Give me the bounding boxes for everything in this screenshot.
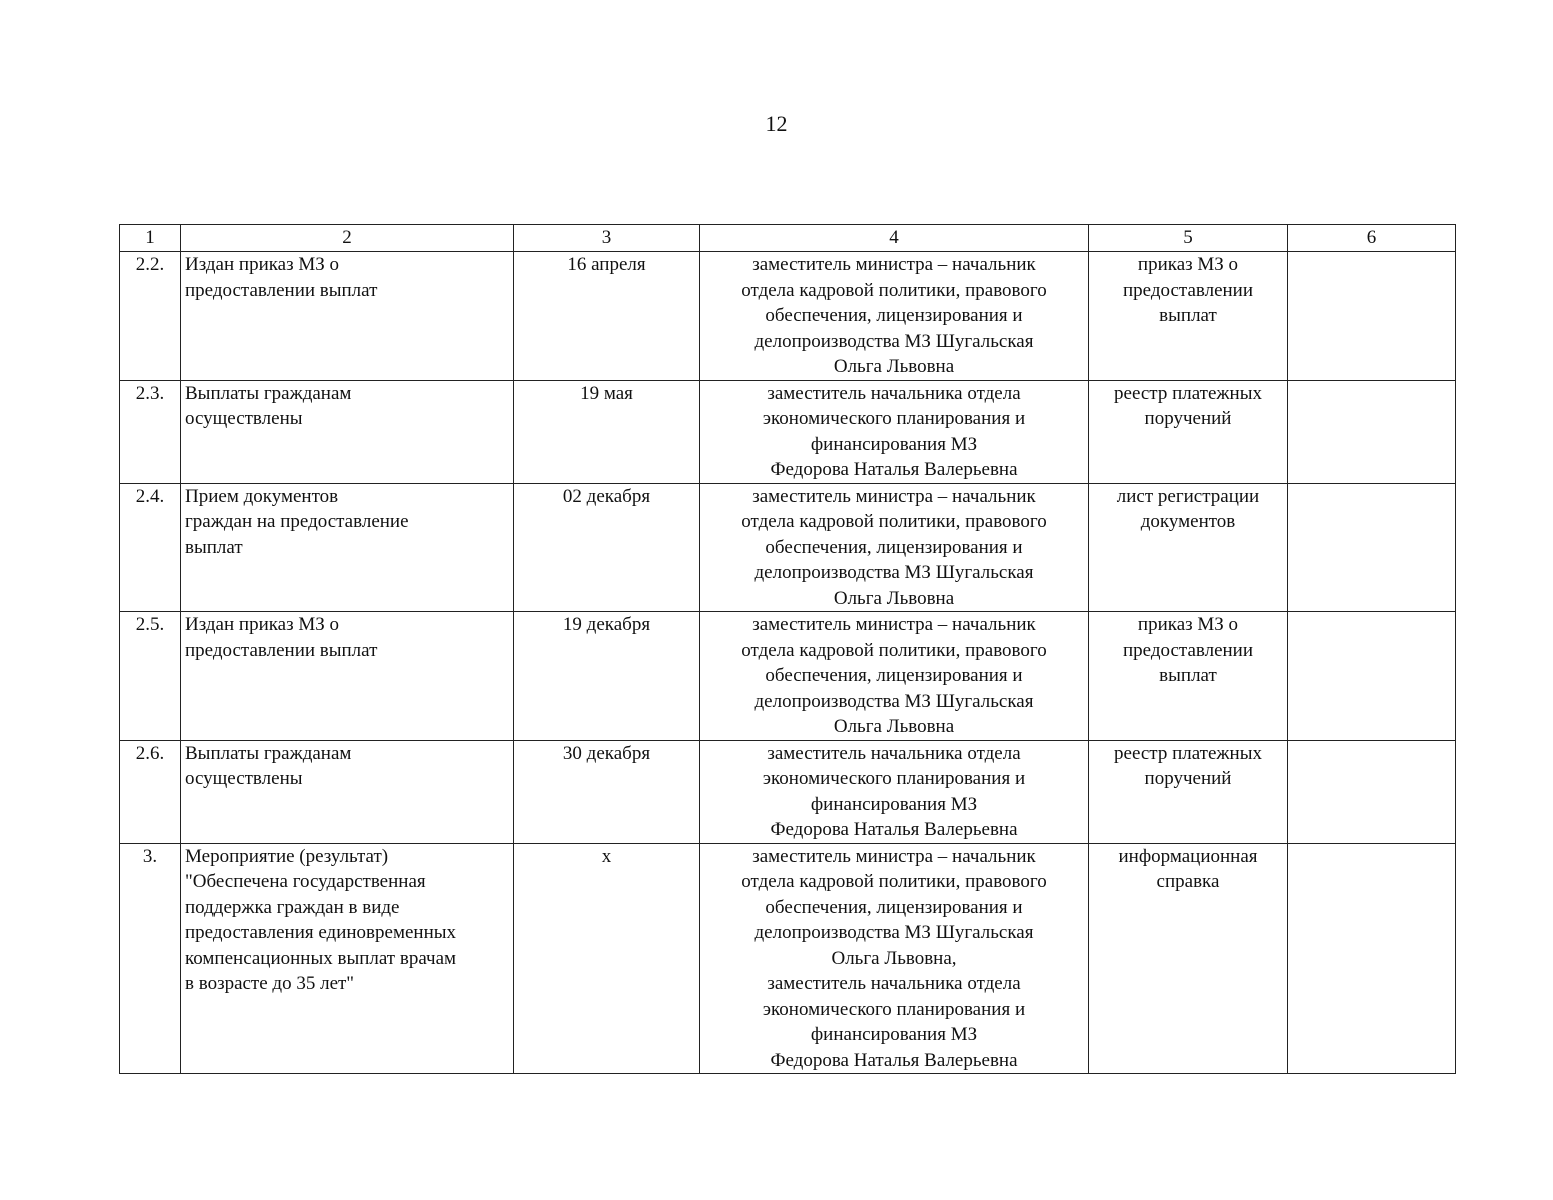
responsible-line: делопроизводства МЗ Шугальская xyxy=(754,562,1034,583)
description-line: Издан приказ МЗ о xyxy=(185,614,340,635)
table-row xyxy=(120,483,1456,612)
responsible-line: Ольга Львовна xyxy=(833,587,955,609)
header-cell: 3 xyxy=(514,225,700,252)
responsible-line: Ольга Львовна, xyxy=(831,947,957,969)
row-number: 2.2. xyxy=(120,252,181,381)
row-document xyxy=(1089,252,1288,381)
document-line: выплат xyxy=(1159,305,1217,326)
responsible-line: заместитель министра – начальник xyxy=(752,845,1036,867)
description-line: осуществлены xyxy=(185,408,303,429)
document-line: поручений xyxy=(1144,768,1232,789)
responsible-line: обеспечения, лицензирования и xyxy=(765,305,1023,326)
responsible-line: Федорова Наталья Валерьевна xyxy=(770,1049,1018,1071)
document-line: выплат xyxy=(1159,665,1217,686)
row-deadline: 02 декабря xyxy=(514,483,700,612)
description-line: Мероприятие (результат) xyxy=(185,845,389,867)
table-row xyxy=(120,252,1456,381)
row-document xyxy=(1089,740,1288,843)
responsible-line: отдела кадровой политики, правового xyxy=(741,639,1047,661)
responsible-line: заместитель министра – начальник xyxy=(752,254,1036,275)
table-body xyxy=(120,252,1456,1074)
row-responsible xyxy=(700,252,1089,381)
document-line: предоставлении xyxy=(1122,639,1254,661)
row-responsible xyxy=(700,843,1089,1074)
description-line: Издан приказ МЗ о xyxy=(185,254,340,275)
document-line: предоставлении xyxy=(1122,279,1254,301)
row-document xyxy=(1089,843,1288,1074)
document-line: реестр платежных xyxy=(1114,742,1262,764)
description-line: предоставлении выплат xyxy=(185,639,378,661)
row-description xyxy=(181,612,514,741)
row-note xyxy=(1288,380,1456,483)
row-note xyxy=(1288,612,1456,741)
row-document xyxy=(1089,483,1288,612)
row-note xyxy=(1288,252,1456,381)
row-description xyxy=(181,740,514,843)
responsible-line: Федорова Наталья Валерьевна xyxy=(770,459,1018,480)
description-line: Выплаты гражданам xyxy=(185,742,352,764)
table-row xyxy=(120,740,1456,843)
responsible-line: финансирования МЗ xyxy=(810,793,978,815)
row-note xyxy=(1288,740,1456,843)
responsible-line: отдела кадровой политики, правового xyxy=(741,511,1047,532)
row-description xyxy=(181,380,514,483)
responsible-line: Ольга Львовна xyxy=(833,356,955,377)
table-row xyxy=(120,843,1456,1074)
row-responsible xyxy=(700,380,1089,483)
row-deadline: х xyxy=(514,843,700,1074)
header-cell: 6 xyxy=(1288,225,1456,252)
row-deadline: 16 апреля xyxy=(514,252,700,381)
row-number: 3. xyxy=(120,843,181,1074)
header-row xyxy=(120,225,1456,252)
row-document xyxy=(1089,612,1288,741)
responsible-line: заместитель начальника отдела xyxy=(767,382,1021,404)
responsible-line: отдела кадровой политики, правового xyxy=(741,871,1047,892)
document-line: лист регистрации xyxy=(1116,485,1260,507)
page-number: 12 xyxy=(765,111,788,136)
responsible-line: финансирования МЗ xyxy=(810,433,978,455)
responsible-line: экономического планирования и xyxy=(762,998,1026,1020)
row-description xyxy=(181,252,514,381)
description-line: выплат xyxy=(185,536,243,558)
row-deadline: 19 мая xyxy=(514,380,700,483)
responsible-line: Ольга Львовна xyxy=(833,716,955,737)
description-line: предоставления единовременных xyxy=(185,922,457,943)
row-note xyxy=(1288,843,1456,1074)
row-number: 2.5. xyxy=(120,612,181,741)
responsible-line: Федорова Наталья Валерьевна xyxy=(770,819,1018,840)
description-line: граждан на предоставление xyxy=(185,511,409,532)
document-line: справка xyxy=(1156,871,1220,892)
responsible-line: заместитель начальника отдела xyxy=(767,973,1021,994)
description-line: поддержка граждан в виде xyxy=(185,896,400,918)
responsible-line: экономического планирования и xyxy=(762,768,1026,789)
document-line: документов xyxy=(1140,511,1236,532)
responsible-line: делопроизводства МЗ Шугальская xyxy=(754,330,1034,352)
row-document xyxy=(1089,380,1288,483)
responsible-line: заместитель министра – начальник xyxy=(752,485,1036,507)
row-deadline: 19 декабря xyxy=(514,612,700,741)
header-cell: 4 xyxy=(700,225,1089,252)
responsible-line: финансирования МЗ xyxy=(810,1024,978,1045)
responsible-line: делопроизводства МЗ Шугальская xyxy=(754,690,1034,712)
document-line: приказ МЗ о xyxy=(1137,614,1239,635)
row-description xyxy=(181,483,514,612)
header-cell: 1 xyxy=(120,225,181,252)
document-line: реестр платежных xyxy=(1114,382,1262,404)
description-line: в возрасте до 35 лет" xyxy=(185,973,355,994)
responsible-line: обеспечения, лицензирования и xyxy=(765,536,1023,558)
responsible-line: обеспечения, лицензирования и xyxy=(765,665,1023,686)
row-number: 2.3. xyxy=(120,380,181,483)
row-responsible xyxy=(700,740,1089,843)
description-line: предоставлении выплат xyxy=(185,279,378,301)
row-responsible xyxy=(700,483,1089,612)
responsible-line: экономического планирования и xyxy=(762,408,1026,429)
document-line: информационная xyxy=(1118,845,1258,867)
responsible-line: отдела кадровой политики, правового xyxy=(741,279,1047,301)
row-responsible xyxy=(700,612,1089,741)
description-line: Прием документов xyxy=(185,485,339,507)
description-line: осуществлены xyxy=(185,768,303,789)
responsible-line: обеспечения, лицензирования и xyxy=(765,896,1023,918)
responsible-line: заместитель министра – начальник xyxy=(752,614,1036,635)
document-line: поручений xyxy=(1144,408,1232,429)
header-cell: 2 xyxy=(181,225,514,252)
description-line: "Обеспечена государственная xyxy=(185,871,426,892)
responsible-line: делопроизводства МЗ Шугальская xyxy=(754,922,1034,943)
row-number: 2.4. xyxy=(120,483,181,612)
row-description xyxy=(181,843,514,1074)
row-note xyxy=(1288,483,1456,612)
description-line: компенсационных выплат врачам xyxy=(185,947,457,969)
description-line: Выплаты гражданам xyxy=(185,382,352,404)
document-line: приказ МЗ о xyxy=(1137,254,1239,275)
plan-table xyxy=(119,224,1456,1074)
row-deadline: 30 декабря xyxy=(514,740,700,843)
table-row xyxy=(120,380,1456,483)
table-row xyxy=(120,612,1456,741)
header-cell: 5 xyxy=(1089,225,1288,252)
responsible-line: заместитель начальника отдела xyxy=(767,742,1021,764)
row-number: 2.6. xyxy=(120,740,181,843)
